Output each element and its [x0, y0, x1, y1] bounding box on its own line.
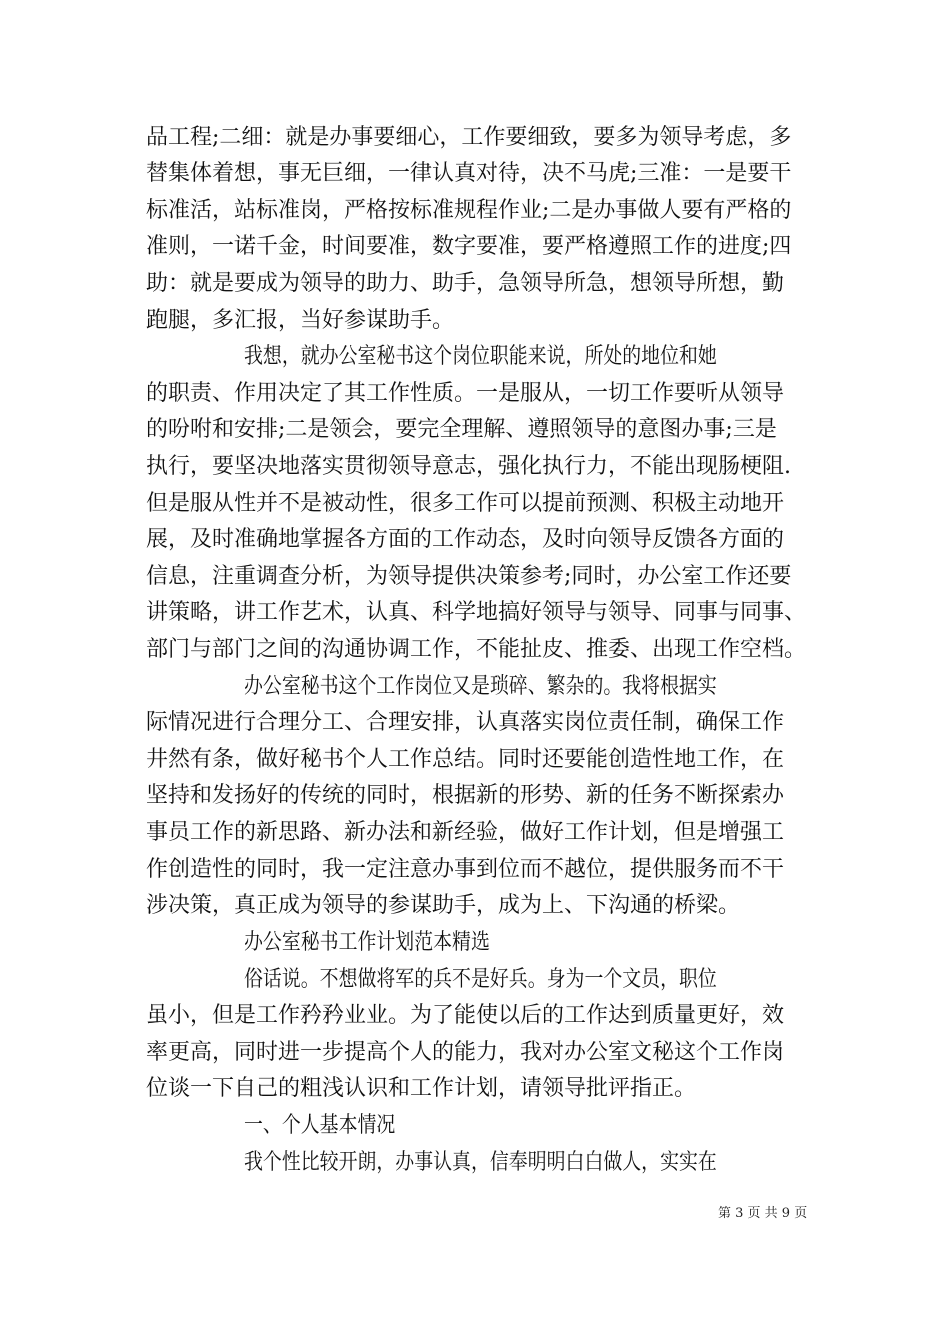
text-line: 的职责、作用决定了其工作性质。一是服从，一切工作要听从领导: [146, 381, 785, 406]
paragraph-first-line: 办公室秘书这个工作岗位又是琐碎、繁杂的。我将根据实: [244, 674, 717, 699]
text-line: 标准活，站标准岗，严格按标准规程作业;二是办事做人要有严格的: [146, 198, 792, 223]
text-line: 跑腿，多汇报，当好参谋助手。: [146, 308, 455, 333]
text-line: 助：就是要成为领导的助力、助手，急领导所急，想领导所想，勤: [146, 271, 785, 296]
text-line: 品工程;二细：就是办事要细心，工作要细致，要多为领导考虑，多: [146, 125, 792, 150]
text-line: 展，及时准确地掌握各方面的工作动态，及时向领导反馈各方面的: [146, 527, 785, 552]
text-line: 虽小，但是工作矜矜业业。为了能使以后的工作达到质量更好，效: [146, 1003, 785, 1028]
text-line: 事员工作的新思路、新办法和新经验，做好工作计划，但是增强工: [146, 820, 785, 845]
text-line: 信息，注重调查分析，为领导提供决策参考;同时，办公室工作还要: [146, 564, 792, 589]
text-line: 执行，要坚决地落实贯彻领导意志，强化执行力，不能出现肠梗阻.: [146, 454, 791, 479]
text-line: 讲策略，讲工作艺术，认真、科学地搞好领导与领导、同事与同事、: [146, 600, 807, 625]
text-line: 井然有条，做好秘书个人工作总结。同时还要能创造性地工作，在: [146, 747, 785, 772]
text-line: 作创造性的同时，我一定注意办事到位而不越位，提供服务而不干: [146, 857, 785, 882]
text-line: 率更高，同时进一步提高个人的能力，我对办公室文秘这个工作岗: [146, 1040, 785, 1065]
text-line: 的吩咐和安排;二是领会，要完全理解、遵照领导的意图办事;三是: [146, 417, 777, 442]
text-line: 替集体着想，事无巨细，一律认真对待，决不马虎;三准：一是要干: [146, 161, 792, 186]
paragraph-first-line: 我想，就办公室秘书这个岗位职能来说，所处的地位和她: [244, 344, 717, 369]
text-line: 但是服从性并不是被动性，很多工作可以提前预测、积极主动地开: [146, 491, 785, 516]
paragraph-first-line: 我个性比较开朗，办事认真，信奉明明白白做人，实实在: [244, 1150, 717, 1175]
text-line: 部门与部门之间的沟通协调工作，不能扯皮、推委、出现工作空档。: [146, 637, 807, 662]
text-line: 际情况进行合理分工、合理安排，认真落实岗位责任制，确保工作: [146, 710, 785, 735]
section-heading: 一、个人基本情况: [244, 1113, 396, 1138]
section-title: 办公室秘书工作计划范本精选: [244, 930, 490, 955]
page-number-footer: 第 3 页 共 9 页: [718, 1206, 808, 1221]
text-line: 涉决策，真正成为领导的参谋助手，成为上、下沟通的桥梁。: [146, 893, 741, 918]
text-line: 坚持和发扬好的传统的同时，根据新的形势、新的任务不断探索办: [146, 783, 785, 808]
text-line: 位谈一下自己的粗浅认识和工作计划，请领导批评指正。: [146, 1076, 697, 1101]
paragraph-first-line: 俗话说。不想做将军的兵不是好兵。身为一个文员，职位: [244, 967, 717, 992]
text-line: 准则，一诺千金，时间要准，数字要准，要严格遵照工作的进度;四: [146, 234, 792, 259]
